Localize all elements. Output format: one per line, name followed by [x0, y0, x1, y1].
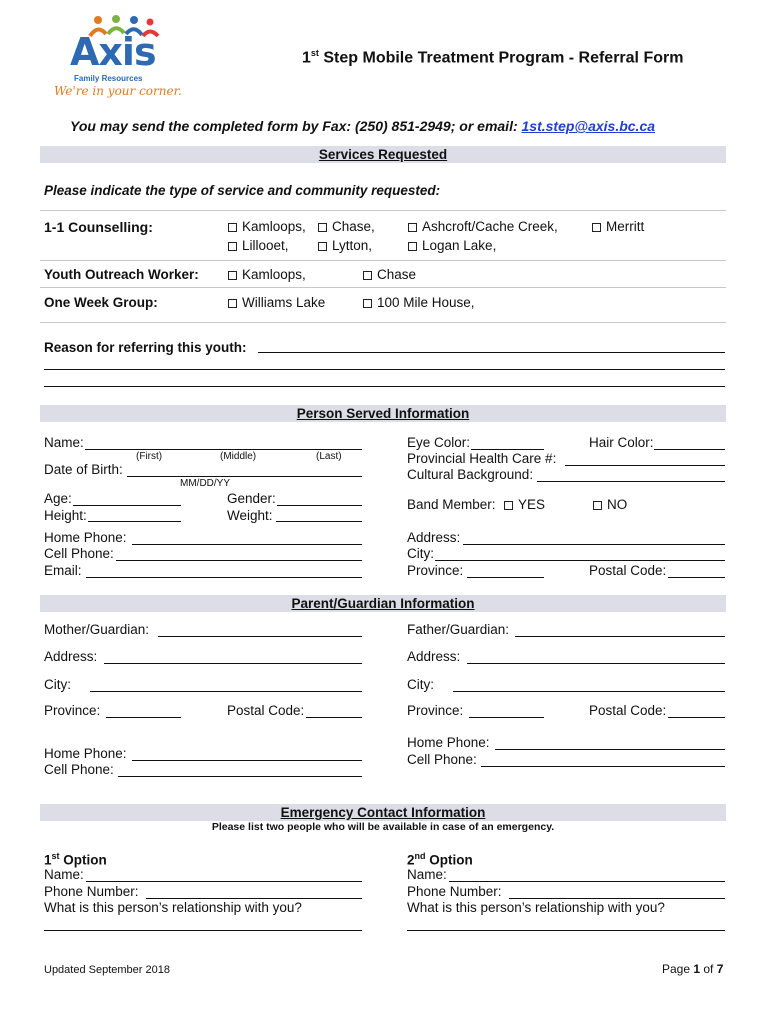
postal-code-label: Postal Code: — [589, 563, 667, 578]
home-phone-field[interactable] — [132, 544, 362, 545]
reason-field-1[interactable] — [258, 352, 725, 353]
divider — [40, 287, 726, 288]
opt1-relationship-field[interactable] — [44, 930, 362, 931]
checkbox[interactable] — [318, 242, 327, 251]
person-heading: Person Served Information — [296, 406, 470, 421]
guardian2-province-field[interactable] — [469, 717, 544, 718]
dob-label: Date of Birth: — [44, 462, 123, 477]
cell-phone-label: Cell Phone: — [44, 546, 114, 561]
father-field[interactable] — [515, 636, 725, 637]
height-label: Height: — [44, 508, 87, 523]
guardian2-cell-phone-field[interactable] — [481, 766, 725, 767]
first-option-heading: 1st Option — [44, 851, 107, 868]
checkbox[interactable] — [408, 242, 417, 251]
opt2-name-field[interactable] — [449, 881, 725, 882]
city-field[interactable] — [435, 560, 725, 561]
option-logan-lake[interactable]: Logan Lake, — [408, 238, 496, 253]
emergency-heading: Emergency Contact Information — [280, 805, 486, 820]
name-label: Name: — [44, 435, 84, 450]
option-lillooet[interactable]: Lillooet, — [228, 238, 289, 253]
province-field[interactable] — [467, 577, 544, 578]
guardian-address-field[interactable] — [104, 663, 362, 664]
hair-color-field[interactable] — [654, 449, 725, 450]
option-chase[interactable]: Chase, — [318, 219, 375, 234]
guardian2-province-label: Province: — [407, 703, 464, 718]
option-ashcroft[interactable]: Ashcroft/Cache Creek, — [408, 219, 558, 234]
health-care-label: Provincial Health Care #: — [407, 451, 557, 466]
eye-color-field[interactable] — [471, 449, 544, 450]
option-lytton[interactable]: Lytton, — [318, 238, 372, 253]
dob-field[interactable] — [127, 476, 362, 477]
first-hint: (First) — [136, 451, 163, 462]
guardian2-home-phone-field[interactable] — [495, 749, 725, 750]
eye-color-label: Eye Color: — [407, 435, 471, 450]
guardian2-address-label: Address: — [407, 649, 461, 664]
band-no-option[interactable]: NO — [593, 497, 627, 512]
checkbox[interactable] — [228, 242, 237, 251]
youth-option-kamloops[interactable]: Kamloops, — [228, 267, 306, 282]
guardian-address-label: Address: — [44, 649, 98, 664]
guardian2-postal-field[interactable] — [668, 717, 725, 718]
divider — [40, 260, 726, 261]
checkbox[interactable] — [228, 271, 237, 280]
guardian2-home-phone-label: Home Phone: — [407, 735, 490, 750]
address-label: Address: — [407, 530, 461, 545]
counselling-label: 1-1 Counselling: — [44, 219, 153, 235]
logo-brand: Axis — [70, 30, 156, 74]
father-label: Father/Guardian: — [407, 622, 510, 637]
divider — [40, 210, 726, 211]
logo-subtitle: Family Resources — [74, 74, 143, 83]
opt2-phone-label: Phone Number: — [407, 884, 502, 899]
checkbox[interactable] — [363, 299, 372, 308]
opt2-relationship-label: What is this person’s relationship with you? — [407, 900, 665, 915]
reason-field-3[interactable] — [44, 386, 725, 387]
guardian-cell-phone-field[interactable] — [118, 776, 362, 777]
guardian-province-field[interactable] — [106, 717, 181, 718]
reason-label: Reason for referring this youth: — [44, 340, 247, 355]
mother-label: Mother/Guardian: — [44, 622, 150, 637]
opt2-relationship-field[interactable] — [407, 930, 725, 931]
opt2-name-label: Name: — [407, 867, 447, 882]
checkbox[interactable] — [318, 223, 327, 232]
checkbox[interactable] — [593, 501, 602, 510]
mother-field[interactable] — [158, 636, 362, 637]
page-number: Page 1 of 7 — [662, 962, 724, 976]
updated-date: Updated September 2018 — [44, 964, 170, 976]
gender-field[interactable] — [277, 505, 362, 506]
send-instructions: You may send the completed form by Fax: (250) 851-2949; or email: 1st.step@axis.bc.ca — [70, 118, 656, 134]
guardian2-city-label: City: — [407, 677, 434, 692]
checkbox[interactable] — [228, 223, 237, 232]
group-label: One Week Group: — [44, 295, 158, 310]
logo-tagline: We're in your corner. — [54, 84, 182, 98]
group-option-williams-lake[interactable]: Williams Lake — [228, 295, 325, 310]
emergency-subheading: Please list two people who will be available in case of an emergency. — [211, 821, 555, 833]
dob-format-hint: MM/DD/YY — [180, 478, 230, 489]
guardian2-postal-label: Postal Code: — [589, 703, 667, 718]
guardian-postal-label: Postal Code: — [227, 703, 305, 718]
last-hint: (Last) — [316, 451, 342, 462]
hair-color-label: Hair Color: — [589, 435, 654, 450]
guardian2-cell-phone-label: Cell Phone: — [407, 752, 477, 767]
band-member-label: Band Member: — [407, 497, 496, 512]
checkbox[interactable] — [228, 299, 237, 308]
age-label: Age: — [44, 491, 72, 506]
option-merritt[interactable]: Merritt — [592, 219, 644, 234]
middle-hint: (Middle) — [220, 451, 257, 462]
address-field[interactable] — [463, 544, 725, 545]
form-title: 1st Step Mobile Treatment Program - Referral Form — [302, 48, 684, 67]
guardian-home-phone-label: Home Phone: — [44, 746, 127, 761]
checkbox[interactable] — [504, 501, 513, 510]
health-care-field[interactable] — [565, 465, 725, 466]
guardian2-city-field[interactable] — [453, 691, 725, 692]
guardian2-address-field[interactable] — [467, 663, 725, 664]
opt2-phone-field[interactable] — [509, 898, 725, 899]
group-option-100-mile-house[interactable]: 100 Mile House, — [363, 295, 475, 310]
youth-option-chase[interactable]: Chase — [363, 267, 416, 282]
opt1-phone-label: Phone Number: — [44, 884, 139, 899]
gender-label: Gender: — [227, 491, 276, 506]
services-instruction: Please indicate the type of service and community requested: — [44, 183, 441, 198]
guardian-city-label: City: — [44, 677, 71, 692]
checkbox[interactable] — [363, 271, 372, 280]
cultural-label: Cultural Background: — [407, 467, 534, 482]
province-label: Province: — [407, 563, 464, 578]
opt1-phone-field[interactable] — [146, 898, 362, 899]
email-field[interactable] — [86, 577, 362, 578]
band-yes-option[interactable]: YES — [504, 497, 545, 512]
guardian-province-label: Province: — [44, 703, 101, 718]
reason-field-2[interactable] — [44, 369, 725, 370]
option-kamloops[interactable]: Kamloops, — [228, 219, 306, 234]
weight-label: Weight: — [227, 508, 273, 523]
opt1-relationship-label: What is this person’s relationship with you? — [44, 900, 302, 915]
height-field[interactable] — [88, 521, 181, 522]
weight-field[interactable] — [276, 521, 362, 522]
city-label: City: — [407, 546, 434, 561]
guardian-home-phone-field[interactable] — [132, 760, 362, 761]
email-link[interactable]: 1st.step@axis.bc.ca — [521, 118, 656, 134]
name-field[interactable] — [85, 449, 362, 450]
postal-code-field[interactable] — [668, 577, 725, 578]
guardian-city-field[interactable] — [90, 691, 362, 692]
checkbox[interactable] — [408, 223, 417, 232]
youth-worker-label: Youth Outreach Worker: — [44, 267, 199, 282]
opt1-name-label: Name: — [44, 867, 84, 882]
opt1-name-field[interactable] — [86, 881, 362, 882]
home-phone-label: Home Phone: — [44, 530, 127, 545]
guardian-postal-field[interactable] — [306, 717, 362, 718]
guardian-cell-phone-label: Cell Phone: — [44, 762, 114, 777]
email-label: Email: — [44, 563, 82, 578]
axis-logo — [48, 12, 182, 102]
second-option-heading: 2nd Option — [407, 851, 473, 868]
cultural-field[interactable] — [537, 481, 725, 482]
checkbox[interactable] — [592, 223, 601, 232]
cell-phone-field[interactable] — [116, 560, 362, 561]
services-heading: Services Requested — [318, 147, 448, 162]
guardian-heading: Parent/Guardian Information — [291, 596, 475, 611]
divider — [40, 322, 726, 323]
age-field[interactable] — [73, 505, 181, 506]
